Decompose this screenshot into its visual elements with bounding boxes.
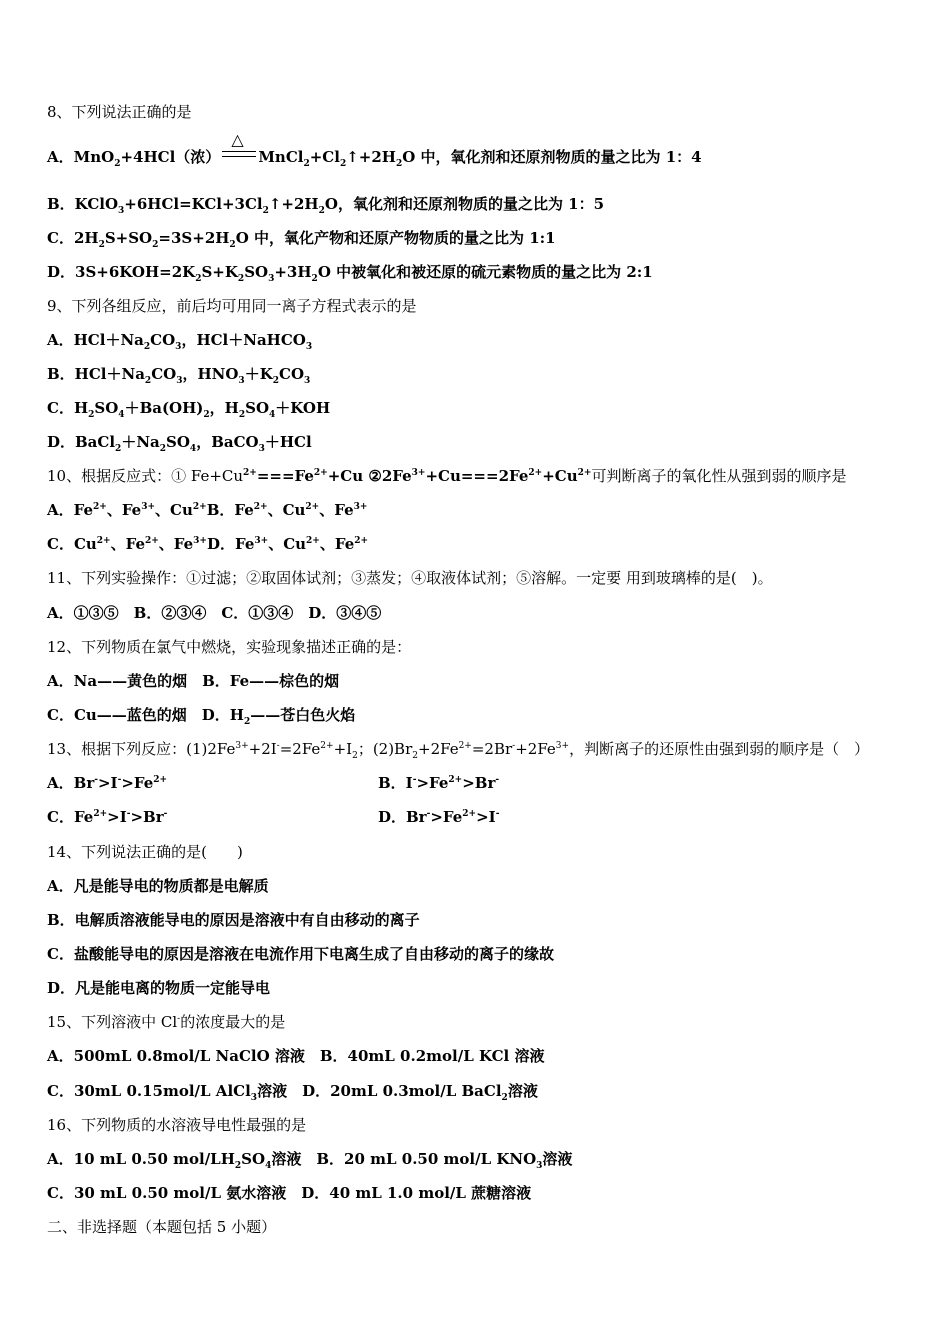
q8-option-d: D．$3S+6KOH=2K_2S+K_2SO_3+3H_2O$ 中被氧化和被还原的硫元素物质的量之比为 2:1	[47, 263, 653, 284]
heating-condition-icon: △	[222, 148, 256, 168]
q11-stem: 11、下列实验操作：①过滤；②取固体试剂；③蒸发；④取液体试剂；⑤溶解。一定要 用到玻璃棒的是( )。	[47, 569, 773, 587]
q12-stem: 12、下列物质在氯气中燃烧，实验现象描述正确的是：	[47, 638, 412, 656]
section-heading: 二、非选择题（本题包括 5 小题）	[47, 1218, 277, 1236]
q8-stem: 8、下列说法正确的是	[47, 103, 192, 121]
q9-option-d: D．$BaCl_2+Na_2SO_4$，BaCO$_3$＋HCl	[47, 433, 312, 454]
q16-stem: 16、下列物质的水溶液导电性最强的是	[47, 1116, 307, 1134]
q14-stem: 14、下列说法正确的是( )	[47, 843, 243, 861]
q8-option-c: C．$2H_2S+SO_2=3S+2H_2O$ 中，氧化产物和还原产物物质的量之比为 1:1	[47, 229, 556, 250]
q15-stem: 15、下列溶液中 Cl-的浓度最大的是	[47, 1013, 286, 1031]
q13-stem: 13、根据下列反应：$(1)2Fe^{3+}+2I^-=2Fe^{2+}+I_2$；$(2)Br_2+2Fe^{2+}=2Br^-+2Fe^{3+}$，判断离子的还原性由强到弱的顺序是（ ）	[47, 740, 870, 761]
q14-option-b: B．电解质溶液能导电的原因是溶液中有自由移动的离子	[47, 911, 420, 929]
q11-options: A．①③⑤ B．②③④ C．①③④ D．③④⑤	[47, 604, 382, 622]
q12-options-ab: A．Na——黄色的烟 B．Fe——棕色的烟	[47, 672, 340, 690]
q9-option-a: A．$HCl+Na_2CO_3$，HCl＋NaHCO$_3$	[47, 331, 313, 352]
q13-options-ab	[47, 773, 500, 793]
q10-options-ab: A．$Fe^{2+}$、$Fe^{3+}$、$Cu^{2+}B$．$Fe^{2+}$、$Cu^{2+}$、$Fe^{3+}$	[47, 501, 368, 519]
q8-option-b: B．$KClO_3+6HCl=KCl+3Cl_2↑+2H_2O$，氧化剂和还原剂物质的量之比为 1：5	[47, 195, 605, 216]
q9-option-b: B．$HCl+Na_2CO_3$，$HNO_3+K_2CO_3$	[47, 365, 311, 386]
q14-option-c: C．盐酸能导电的原因是溶液在电流作用下电离生成了自由移动的离子的缘故	[47, 945, 554, 963]
q14-option-d: D．凡是能电离的物质一定能导电	[47, 979, 271, 997]
q16-options-cd: C．30 mL 0.50 mol/L 氨水溶液 D．40 mL 1.0 mol/L 蔗糖溶液	[47, 1184, 532, 1202]
q9-stem: 9、下列各组反应，前后均可用同一离子方程式表示的是	[47, 297, 417, 315]
q15-options-cd: C．30mL 0.15mol/L AlCl$_3$溶液 D．20mL 0.3mol/L BaCl$_2$溶液	[47, 1082, 538, 1103]
q14-option-a: A．凡是能导电的物质都是电解质	[47, 877, 269, 895]
q13-options-cd	[47, 807, 500, 827]
q10-stem: 10、根据反应式：① $Fe+Cu^{2+}===Fe^{2+}+Cu$ $②2Fe^{3+}+Cu===2Fe^{2+}+Cu^{2+}$可判断离子的氧化性从强到弱的顺序是	[47, 467, 847, 485]
q13-option-c: C．$Fe^{2+}>I^->Br^-$	[47, 808, 168, 826]
q13-option-d: D．$Br^->Fe^{2+}>I^-$	[378, 808, 500, 826]
q16-options-ab: A．10 mL 0.50 mol/$LH_2SO_4$溶液 B．20 mL 0.50 mol/L $KNO_3$溶液	[47, 1150, 573, 1171]
q13-option-a: A．$Br^->I^->Fe^{2+}$	[47, 774, 168, 792]
q12-options-cd: C．Cu——蓝色的烟 D．$H_2——$苍白色火焰	[47, 706, 356, 727]
q10-options-cd: C．$Cu^{2+}$、$Fe^{2+}$、$Fe^{3+}D$．$Fe^{3+}$、$Cu^{2+}$、$Fe^{2+}$	[47, 535, 369, 553]
q8-option-a: A．MnO$_2$+4HCl（浓） △ $MnCl_2+Cl_2↑+2H_2O$ 中，氧化剂和还原剂物质的量之比为 1：4	[47, 130, 702, 169]
q15-options-ab: A．500mL 0.8mol/L NaClO 溶液 B．40mL 0.2mol/L KCl 溶液	[47, 1047, 545, 1065]
q9-option-c: C．$H_2SO_4+Ba(OH)_2$，$H_2SO_4+KOH$	[47, 399, 331, 420]
q13-option-b: B．$I^->Fe^{2+}>Br^-$	[378, 774, 500, 792]
